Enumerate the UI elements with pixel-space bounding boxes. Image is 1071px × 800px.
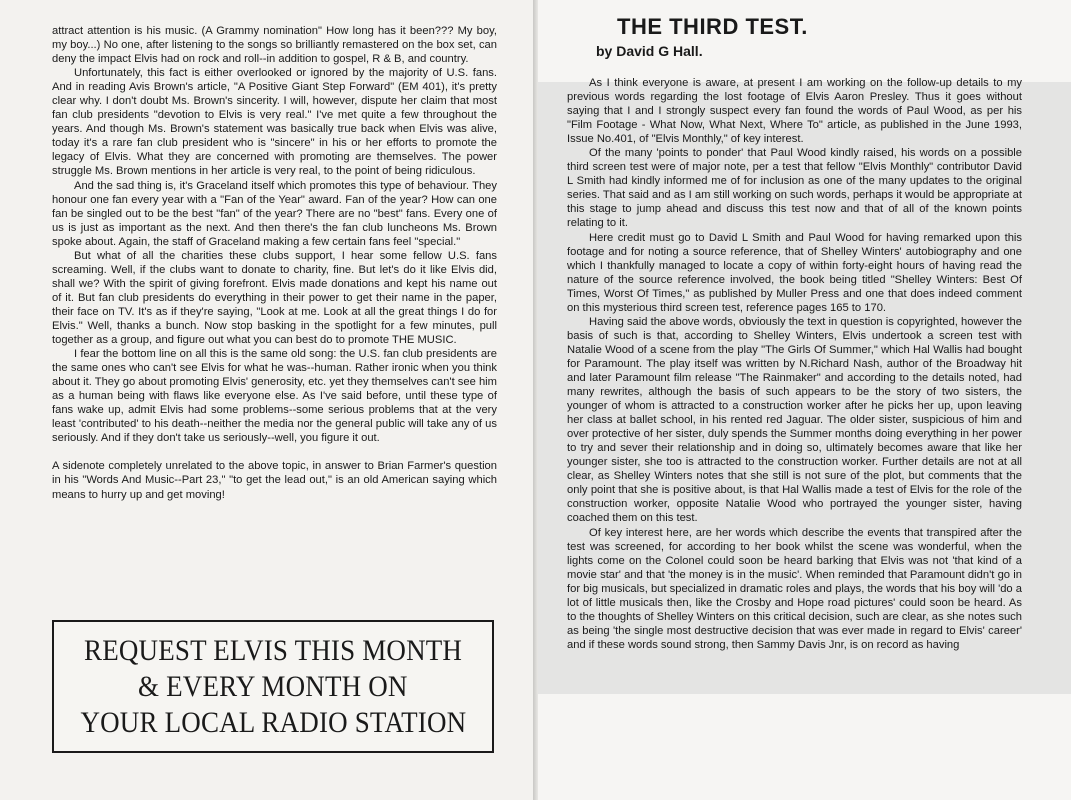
- right-paragraph-4: Having said the above words, obviously the text in question is copyrighted, however the basis of such is that, according to Shelley Winters, Elvis undertook a screen test with Natalie Wood of a scene from the play "The Girls Of Summer," which Hal Wallis had bought for Paramount. The play itself was written by N.Richard Nash, author of the Broadway hit and later Paramount film release "The Rainmaker" and according to the details noted, had many rewrites, although the basis of such appears to be the story of two sisters, the younger of whom is attracted to a construction worker after he picks her up, upon leaving her class at ballet school, in his rented red Jaguar. The older sister, suspicious of him and over protective of her sister, duly spends the Summer months doing everything in her power to try and sever their relationship and in doing so, ultimately becomes aware that like her younger sister, she too is attracted to the construction worker. Further details are not at all clear, as Shelley Winters notes that she still is not sure of the plot, but comments that the only point that she is positive about, is that Hal Wallis made a test of Elvis for the role of the construction worker, opposite Natalie Wood who portrayed the younger sister, having coached them on this test.: [567, 315, 1022, 525]
- right-paragraph-3: Here credit must go to David L Smith and Paul Wood for having remarked upon this footage and for noting a source reference, that of Shelley Winters' autobiography and one which I thankfully managed to locate a copy of within forty-eight hours of having read the nature of the source reference involved, the book being titled "Shelley Winters: Best Of Times, Worst Of Times," as published by Muller Press and one that does indeed comment on this mysterious third screen test, reference pages 165 to 170.: [567, 231, 1022, 314]
- banner-line-1: REQUEST ELVIS THIS MONTH: [83, 633, 463, 667]
- banner-line-3: YOUR LOCAL RADIO STATION: [80, 705, 466, 739]
- left-article-column: [52, 24, 497, 502]
- left-paragraph-1: attract attention is his music. (A Grammy nomination" How long has it been??? My boy, my boy...) No one, after listening to the songs so brilliantly remastered on the box set, can deny the impact Elvis had on rock and roll--in addition to gospel, R & B, and country.: [52, 25, 497, 66]
- sidenote-paragraph: A sidenote completely unrelated to the above topic, in answer to Brian Farmer's question in his "Words And Music--Part 23," "to get the lead out," is an old American saying which means to hurry up and get moving!: [52, 460, 497, 501]
- article-title: THE THIRD TEST.: [617, 14, 808, 39]
- article-byline: by David G Hall.: [596, 43, 703, 59]
- request-elvis-banner: [52, 620, 494, 753]
- right-paragraph-5: Of key interest here, are her words which describe the events that transpired after the test was screened, for according to her book whilst the scene was wonderful, when the lights come on the Colonel could soon be heard barking that Elvis was not 'that kind of a movie star' and that 'the money is in the music'. When reminded that Paramount didn't go in for big musicals, but specialized in dramatic roles and plays, the words that his boy will 'do a lot of little musicals then, like the Crosby and Hope road pictures' could soon be heard. As to the thoughts of Shelley Winters on this critical decision, such are clear, as she notes such as being 'the single most destructive decision that was ever made in regard to Elvis' career' and if these words sound strong, then Sammy Davis Jnr, is on record as having: [567, 526, 1022, 651]
- banner-line-2: & EVERY MONTH ON: [138, 669, 408, 703]
- right-article-column: [567, 76, 1022, 652]
- right-paragraph-2: Of the many 'points to ponder' that Paul Wood kindly raised, his words on a possible third screen test were of major note, per a test that fellow "Elvis Monthly" contributor David L Smith had kindly informed me of for inclusion as one of the many updates to the original series. That said and as I am still working on such words, perhaps it would be appropriate at this stage to jump ahead and discuss this test now and that of all of the known points relating to it.: [567, 147, 1022, 230]
- left-paragraph-2: Unfortunately, this fact is either overlooked or ignored by the majority of U.S. fans. And in reading Avis Brown's article, "A Positive Giant Step Forward" (EM 401), it's pretty clear why. I don't doubt Ms. Brown's sincerity. I will, however, dispute her claim that most fan club presidents "devotion to Elvis is very real." I've met quite a few throughout the years. And though Ms. Brown's statement was basically true back when Elvis was alive, today it's a rare fan club president who is "sincere" in his or her efforts to promote the legacy of Elvis. What they are concerned with promoting are themselves. The power struggle Ms. Brown mentions in her article is very real, to the point of being ridiculous.: [52, 67, 497, 178]
- left-paragraph-5: I fear the bottom line on all this is the same old song: the U.S. fan club presidents are the same ones who can't see Elvis for what he was--human. Rather ironic when you think about it. They go about promoting Elvis' generosity, etc. yet they themselves can't see him as a human being with flaws like everyone else. As I've said before, until these type of fans wake up, admit Elvis had some problems--some serious problems that at the very least 'contributed' to his death--neither the media nor the general public will take any of us seriously. And if they don't take us seriously--well, you figure it out.: [52, 348, 497, 445]
- left-paragraph-4: But what of all the charities these clubs support, I hear some fellow U.S. fans screaming. Well, if the clubs want to donate to charity, fine. But let's do it like Elvis did, shall we? With the spirit of giving forefront. Elvis made donations and kept his name out of it. But fan club presidents do everything in their power to get their name in the paper, their face on TV. It's as if they're saying, "Look at me. Look at all the great things I do for Elvis." Well, thanks a bunch. Now stop basking in the spotlight for a few minutes, pull together as a group, and figure out what you can best do to promote THE MUSIC.: [52, 249, 497, 347]
- right-paragraph-1: As I think everyone is aware, at present I am working on the follow-up details to my previous words regarding the lost footage of Elvis Aaron Presley. Thus it goes without saying that I and I strongly suspect every fan found the words of Paul Wood, as per his "Film Footage - What Now, What Next, Where To" article, as published in the June 1993, Issue No.401, of "Elvis Monthly," of key interest.: [567, 77, 1022, 146]
- left-paragraph-3: And the sad thing is, it's Graceland itself which promotes this type of behaviour. They honour one fan every year with a "Fan of the Year" award. Fan of the year? How can one fan be singled out to be the best "fan" of the year? There are no "best" fans. Every one of us is just as important as the next. And then there's the fan club luncheons Ms. Brown spoke about. Again, the staff of Graceland making a few certain fans feel "special.": [52, 179, 497, 248]
